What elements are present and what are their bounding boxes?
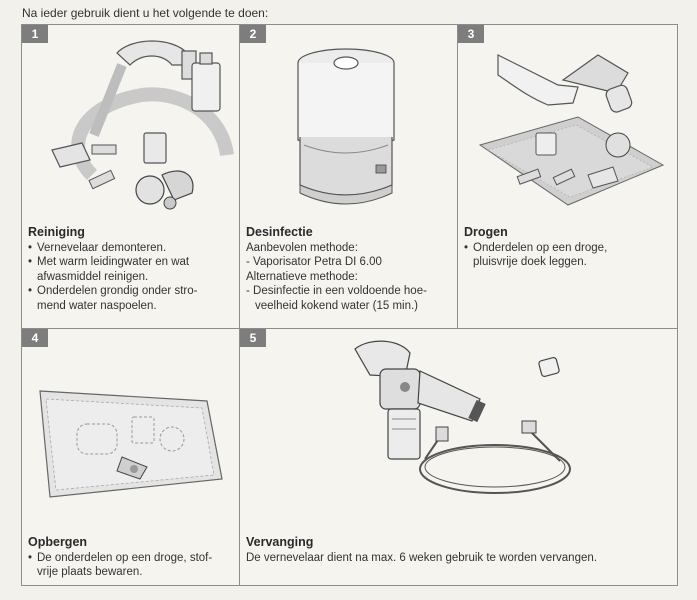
bullet-item: • Vernevelaar demonteren.: [28, 241, 233, 256]
step-drying: [458, 25, 677, 329]
bullet-continuation-text: vrije plaats bewaren.: [37, 566, 143, 578]
step-number-badge: 4: [22, 329, 48, 347]
text-line: Aanbevolen methode:: [246, 241, 358, 254]
text-line: - Desinfectie in een voldoende hoe-: [246, 285, 427, 297]
bullet-item: • Onderdelen op een droge,: [464, 241, 671, 256]
bullet-continuation-text: afwasmiddel reinigen.: [37, 270, 149, 283]
step-number-badge: 3: [458, 25, 484, 43]
step-bullets: [28, 241, 233, 314]
sterilizer-illustration: [240, 25, 458, 225]
bullet-continuation: [28, 270, 233, 285]
step-heading: Reiniging: [28, 225, 85, 239]
bullet-continuation-text: mend water naspoelen.: [37, 299, 157, 312]
bullet-continuation: [464, 255, 671, 270]
step-bullets: [464, 241, 671, 270]
bullet-item: • De onderdelen op een droge, stof-: [28, 551, 233, 566]
step-heading: Vervanging: [246, 535, 314, 549]
text-line: veelheid kokend water (15 min.): [255, 299, 418, 312]
step-disinfection: [240, 25, 458, 329]
step-replacement: [240, 329, 677, 585]
storage-bag-illustration: [22, 329, 240, 529]
step-number-badge: 2: [240, 25, 266, 43]
text-line: De vernevelaar dient na max. 6 weken gebruik te worden vervangen.: [246, 551, 597, 564]
intro-text: Na ieder gebruik dient u het volgende te doen:: [22, 6, 269, 20]
text-line: - Vaporisator Petra DI 6.00: [246, 256, 382, 268]
step-storage: [22, 329, 240, 585]
bullet-item: • Onderdelen grondig onder stro-: [28, 284, 233, 299]
step-heading: Opbergen: [28, 535, 88, 549]
step-cleaning: [22, 25, 240, 329]
bullet-continuation: [28, 299, 233, 314]
step-bullets: [28, 551, 233, 580]
cleaning-illustration: [22, 25, 240, 225]
step-heading: Drogen: [464, 225, 508, 239]
replacement-parts-illustration: [240, 329, 677, 529]
step-heading: Desinfectie: [246, 225, 313, 239]
bullet-continuation-text: pluisvrije doek leggen.: [473, 256, 587, 268]
text-line: Alternatieve methode:: [246, 270, 358, 283]
drying-illustration: [458, 25, 677, 225]
instruction-grid: [21, 24, 678, 586]
bullet-continuation: [28, 565, 233, 580]
step-number-badge: 1: [22, 25, 48, 43]
bullet-item: • Met warm leidingwater en wat: [28, 255, 233, 270]
step-number-badge: 5: [240, 329, 266, 347]
